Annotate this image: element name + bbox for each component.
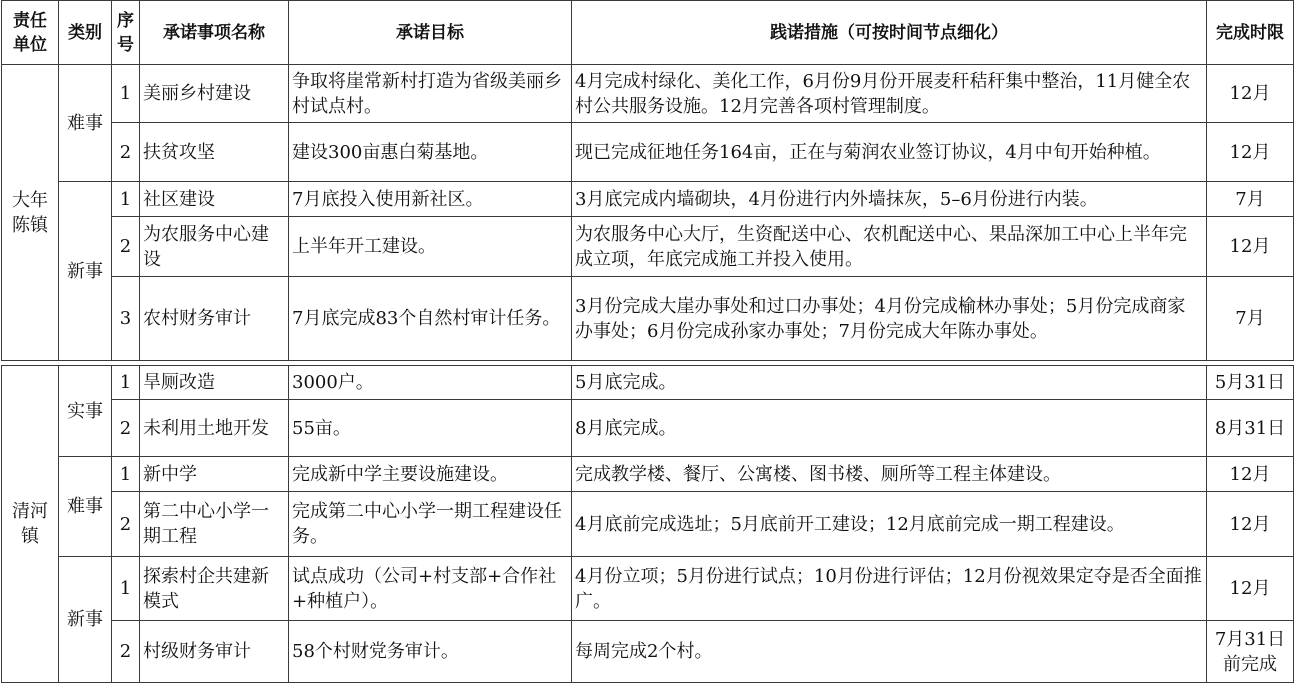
header-measures: 践诺措施（可按时间节点细化） — [572, 1, 1207, 65]
seq-cell: 1 — [112, 182, 140, 217]
table-row — [2, 123, 1294, 182]
seq-cell: 3 — [112, 277, 140, 361]
goal-cell: 7月底投入使用新社区。 — [289, 182, 572, 217]
item-cell: 农村财务审计 — [140, 277, 289, 361]
item-cell: 为农服务中心建设 — [140, 217, 289, 277]
seq-cell: 2 — [112, 217, 140, 277]
deadline-cell: 12月 — [1207, 217, 1294, 277]
goal-cell: 争取将崖常新村打造为省级美丽乡村试点村。 — [289, 65, 572, 123]
seq-cell: 1 — [112, 557, 140, 621]
table-row — [2, 217, 1294, 277]
measures-cell: 每周完成2个村。 — [572, 621, 1207, 683]
measures-cell: 5月底完成。 — [572, 366, 1207, 400]
measures-cell: 3月份完成大崖办事处和过口办事处；4月份完成榆林办事处；5月份完成商家办事处；6月份完成孙家办事处；7月份完成大年陈办事处。 — [572, 277, 1207, 361]
goal-cell: 7月底完成83个自然村审计任务。 — [289, 277, 572, 361]
goal-cell: 完成新中学主要设施建设。 — [289, 457, 572, 492]
item-cell: 旱厕改造 — [140, 366, 289, 400]
table-row — [2, 366, 1294, 400]
table-row — [2, 400, 1294, 457]
measures-cell: 3月底完成内墙砌块，4月份进行内外墙抹灰，5–6月份进行内装。 — [572, 182, 1207, 217]
category-cell: 难事 — [59, 65, 112, 182]
commitment-table — [1, 0, 1294, 361]
measures-cell: 现已完成征地任务164亩，正在与菊润农业签订协议，4月中旬开始种植。 — [572, 123, 1207, 182]
header-row — [2, 1, 1294, 65]
goal-cell: 55亩。 — [289, 400, 572, 457]
deadline-cell: 7月 — [1207, 182, 1294, 217]
table-row — [2, 457, 1294, 492]
deadline-cell: 7月31日前完成 — [1207, 621, 1294, 683]
item-cell: 未利用土地开发 — [140, 400, 289, 457]
table-row — [2, 277, 1294, 361]
measures-cell: 为农服务中心大厅，生资配送中心、农机配送中心、果品深加工中心上半年完成立项，年底完成施工并投入使用。 — [572, 217, 1207, 277]
seq-cell: 2 — [112, 123, 140, 182]
deadline-cell: 12月 — [1207, 123, 1294, 182]
seq-cell: 2 — [112, 621, 140, 683]
header-goal: 承诺目标 — [289, 1, 572, 65]
seq-cell: 2 — [112, 492, 140, 557]
deadline-cell: 12月 — [1207, 492, 1294, 557]
item-cell: 探索村企共建新模式 — [140, 557, 289, 621]
deadline-cell: 8月31日 — [1207, 400, 1294, 457]
item-cell: 第二中心小学一期工程 — [140, 492, 289, 557]
category-cell: 新事 — [59, 557, 112, 683]
goal-cell: 上半年开工建设。 — [289, 217, 572, 277]
table-row — [2, 182, 1294, 217]
table-row — [2, 492, 1294, 557]
header-deadline: 完成时限 — [1207, 1, 1294, 65]
item-cell: 美丽乡村建设 — [140, 65, 289, 123]
table-row — [2, 557, 1294, 621]
measures-cell: 完成教学楼、餐厅、公寓楼、图书楼、厕所等工程主体建设。 — [572, 457, 1207, 492]
header-seq: 序号 — [112, 1, 140, 65]
goal-cell: 3000户。 — [289, 366, 572, 400]
measures-cell: 4月底前完成选址；5月底前开工建设；12月底前完成一期工程建设。 — [572, 492, 1207, 557]
commitment-table-lower — [1, 365, 1294, 683]
seq-cell: 1 — [112, 65, 140, 123]
header-category: 类别 — [59, 1, 112, 65]
measures-cell: 4月完成村绿化、美化工作，6月份9月份开展麦秆秸秆集中整治，11月健全农村公共服务设施。12月完善各项村管理制度。 — [572, 65, 1207, 123]
seq-cell: 1 — [112, 366, 140, 400]
item-cell: 村级财务审计 — [140, 621, 289, 683]
deadline-cell: 12月 — [1207, 65, 1294, 123]
unit-cell: 清河镇 — [2, 366, 59, 683]
deadline-cell: 7月 — [1207, 277, 1294, 361]
category-cell: 实事 — [59, 366, 112, 457]
measures-cell: 8月底完成。 — [572, 400, 1207, 457]
unit-cell: 大年陈镇 — [2, 65, 59, 361]
table-row — [2, 65, 1294, 123]
item-cell: 新中学 — [140, 457, 289, 492]
deadline-cell: 12月 — [1207, 457, 1294, 492]
header-item: 承诺事项名称 — [140, 1, 289, 65]
item-cell: 社区建设 — [140, 182, 289, 217]
measures-cell: 4月份立项；5月份进行试点；10月份进行评估；12月份视效果定夺是否全面推广。 — [572, 557, 1207, 621]
goal-cell: 完成第二中心小学一期工程建设任务。 — [289, 492, 572, 557]
table-row — [2, 621, 1294, 683]
header-unit: 责任单位 — [2, 1, 59, 65]
seq-cell: 2 — [112, 400, 140, 457]
deadline-cell: 5月31日 — [1207, 366, 1294, 400]
seq-cell: 1 — [112, 457, 140, 492]
category-cell: 新事 — [59, 182, 112, 361]
goal-cell: 建设300亩惠白菊基地。 — [289, 123, 572, 182]
goal-cell: 试点成功（公司+村支部+合作社+种植户）。 — [289, 557, 572, 621]
goal-cell: 58个村财党务审计。 — [289, 621, 572, 683]
category-cell: 难事 — [59, 457, 112, 557]
item-cell: 扶贫攻坚 — [140, 123, 289, 182]
deadline-cell: 12月 — [1207, 557, 1294, 621]
